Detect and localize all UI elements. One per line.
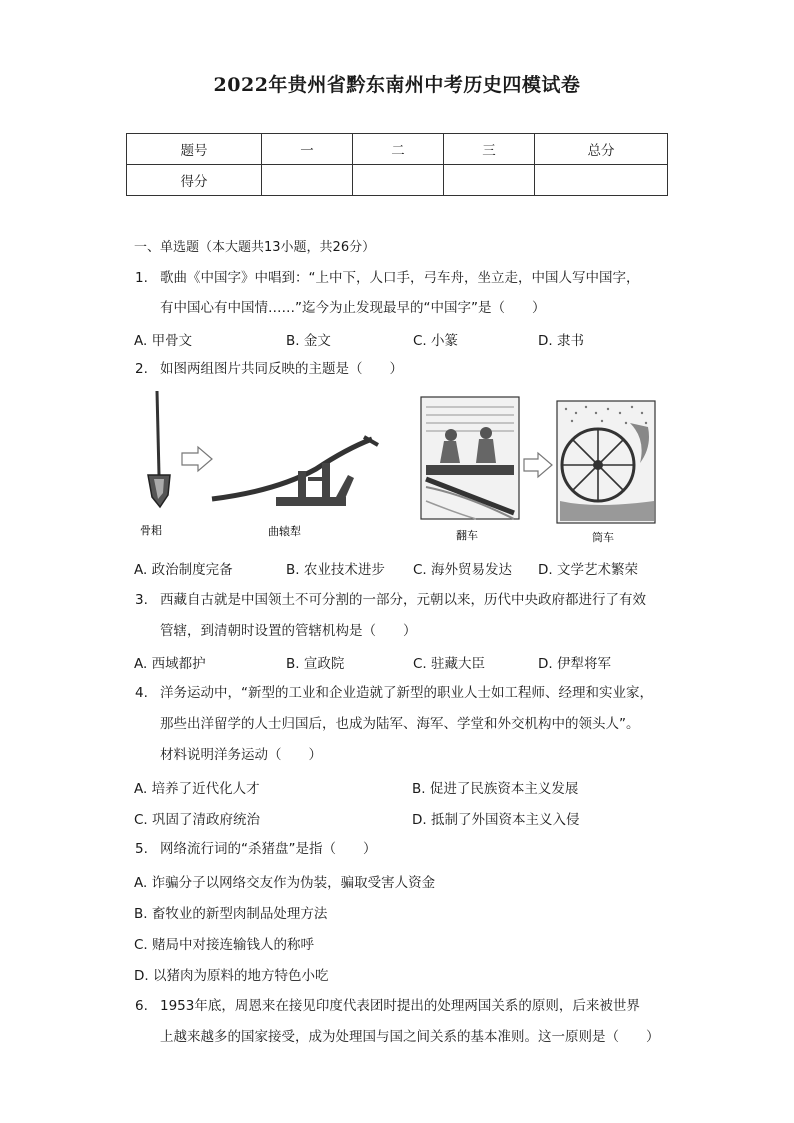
option-c[interactable]: C. 巩固了清政府统治 <box>134 812 261 828</box>
figure-label-bone-spade: 骨耜 <box>140 524 162 537</box>
option-c[interactable]: C. 小篆 <box>413 333 459 349</box>
option-c[interactable]: C. 海外贸易发达 <box>413 562 513 578</box>
score-header-cell: 题号 <box>127 134 262 165</box>
option-b[interactable]: B. 畜牧业的新型肉制品处理方法 <box>134 906 328 922</box>
bone-spade-illustration <box>148 391 170 507</box>
question-text-line: 有中国心有中国情……”迄今为止发现最早的“中国字”是（ ） <box>160 300 546 316</box>
score-cell <box>444 165 535 196</box>
question-number: 4. <box>135 685 148 701</box>
question-text-line: 西藏自古就是中国领土不可分割的一部分，元朝以来，历代中央政府都进行了有效 <box>160 592 646 608</box>
question-number: 5. <box>135 841 148 857</box>
curved-shaft-plow-illustration <box>212 437 378 506</box>
question-text-line: 洋务运动中，“新型的工业和企业造就了新型的职业人士如工程师、经理和实业家， <box>160 685 653 701</box>
option-d[interactable]: D. 隶书 <box>538 333 584 349</box>
option-d[interactable]: D. 伊犁将军 <box>538 656 611 672</box>
question-text-line: 1953年底，周恩来在接见印度代表团时提出的处理两国关系的原则，后来被世界 <box>160 998 640 1014</box>
question-number: 6. <box>135 998 148 1014</box>
bamboo-tube-water-wheel-illustration <box>557 401 655 523</box>
score-header-cell: 一 <box>262 134 353 165</box>
option-d[interactable]: D. 抵制了外国资本主义入侵 <box>412 812 580 828</box>
score-row-label: 得分 <box>127 165 262 196</box>
section-heading: 一、单选题（本大题共13小题，共26分） <box>134 240 376 255</box>
farming-tools-figure <box>126 383 671 553</box>
square-pallet-chain-pump-illustration <box>421 397 519 519</box>
option-c[interactable]: C. 赌局中对接连输钱人的称呼 <box>134 937 315 953</box>
score-header-cell: 总分 <box>535 134 668 165</box>
option-c[interactable]: C. 驻藏大臣 <box>413 656 486 672</box>
question-text-line: 上越来越多的国家接受，成为处理国与国之间关系的基本准则。这一原则是（ ） <box>160 1029 660 1045</box>
score-table <box>126 133 668 196</box>
question-text-line: 那些出洋留学的人士归国后，也成为陆军、海军、学堂和外交机构中的领头人”。 <box>160 716 640 732</box>
option-a[interactable]: A. 培养了近代化人才 <box>134 781 260 797</box>
option-d[interactable]: D. 以猪肉为原料的地方特色小吃 <box>134 968 329 984</box>
figure-label-curved-plow: 曲辕犁 <box>268 525 301 538</box>
figure-label-chain-pump: 翻车 <box>456 529 478 542</box>
exam-title: 2022年贵州省黔东南州中考历史四模试卷 <box>213 74 581 96</box>
question-text-line: 材料说明洋务运动（ ） <box>160 747 322 763</box>
option-a[interactable]: A. 诈骗分子以网络交友作为伪装，骗取受害人资金 <box>134 875 436 891</box>
arrow-icon <box>182 447 212 471</box>
question-number: 1. <box>135 270 148 286</box>
option-a[interactable]: A. 甲骨文 <box>134 333 193 349</box>
option-b[interactable]: B. 农业技术进步 <box>286 562 385 578</box>
question-number: 2. <box>135 361 148 377</box>
question-text-line: 如图两组图片共同反映的主题是（ ） <box>160 361 403 377</box>
score-cell <box>262 165 353 196</box>
option-a[interactable]: A. 西域都护 <box>134 656 206 672</box>
question-number: 3. <box>135 592 148 608</box>
arrow-icon <box>524 453 552 477</box>
score-header-cell: 二 <box>353 134 444 165</box>
option-a[interactable]: A. 政治制度完备 <box>134 562 233 578</box>
option-b[interactable]: B. 金文 <box>286 333 331 349</box>
score-cell <box>535 165 668 196</box>
figure-label-water-wheel: 筒车 <box>592 531 614 544</box>
score-table-header-row <box>127 134 668 165</box>
option-b[interactable]: B. 促进了民族资本主义发展 <box>412 781 579 797</box>
score-table-score-row <box>127 165 668 196</box>
option-b[interactable]: B. 宣政院 <box>286 656 345 672</box>
question-text-line: 歌曲《中国字》中唱到：“上中下，人口手，弓车舟，坐立走，中国人写中国字， <box>160 270 640 286</box>
question-text-line: 管辖，到清朝时设置的管辖机构是（ ） <box>160 623 417 639</box>
score-cell <box>353 165 444 196</box>
question-text-line: 网络流行词的“杀猪盘”是指（ ） <box>160 841 377 857</box>
score-header-cell: 三 <box>444 134 535 165</box>
option-d[interactable]: D. 文学艺术繁荣 <box>538 562 638 578</box>
